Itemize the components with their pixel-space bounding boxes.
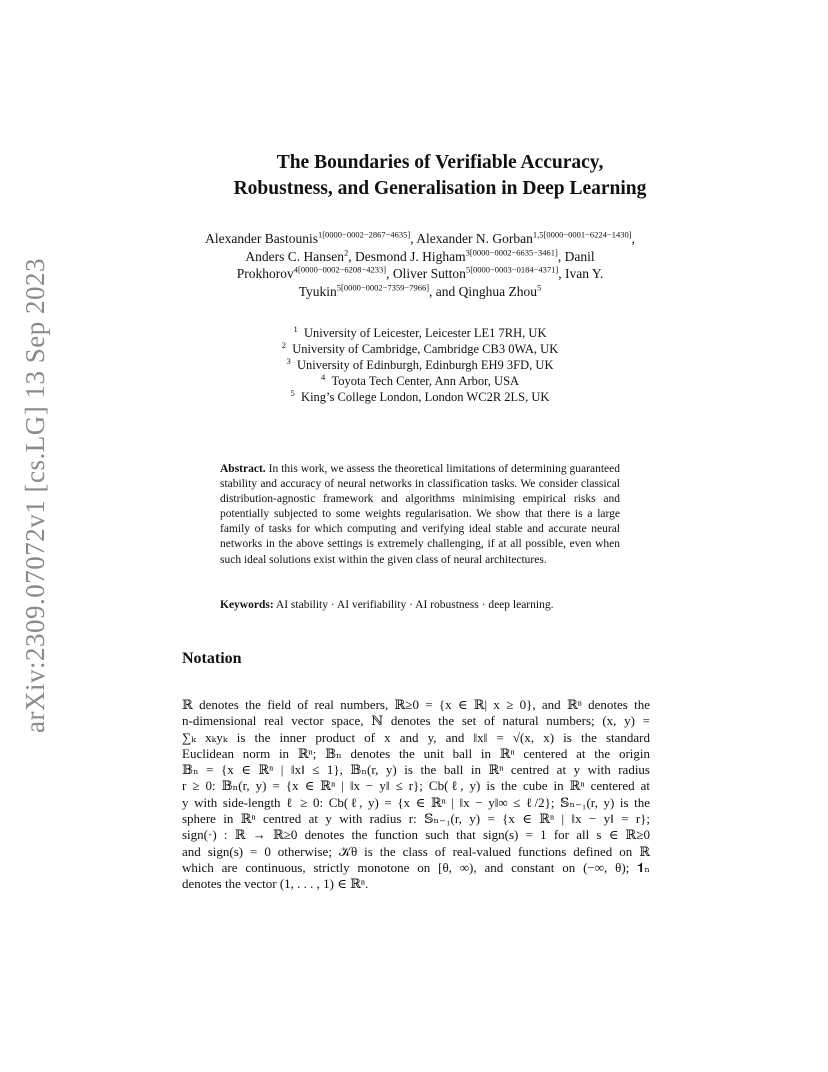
- notation-line: n-dimensional real vector space, ℕ denotes the set of natural numbers; (x, y) =: [182, 713, 650, 729]
- author-name: Alexander Bastounis: [205, 231, 318, 246]
- keywords: [220, 598, 620, 613]
- notation-line: and sign(s) = 0 otherwise; 𝒦θ is the class of real-valued functions defined on ℝ: [182, 843, 650, 859]
- author-separator: ,: [386, 266, 393, 281]
- author-separator: ,: [558, 266, 565, 281]
- author-list: [185, 230, 655, 300]
- affiliation-number: 2: [281, 339, 287, 350]
- author-affiliation-marker: 5[0000−0003−0184−4371]: [465, 264, 559, 275]
- notation-line: sign(·) : ℝ → ℝ≥0 denotes the function such that sign(s) = 1 for all s ∈ ℝ≥0: [182, 827, 650, 843]
- author-affiliation-marker: 5[0000−0002−7359−7966]: [336, 282, 430, 292]
- affiliation-text: University of Cambridge, Cambridge CB3 0WA, UK: [292, 342, 559, 356]
- author-name: Anders C. Hansen: [245, 248, 344, 264]
- author-name: Danil Prokhorov: [236, 248, 595, 281]
- abstract-text: In this work, we assess the theoretical limitations of determining guaranteed stability and accuracy of neural networks in classification tasks. We consider classical distribution-agnostic framework and algorithms minimising empirical risks and potentially subjected to some weights regularisation. We show that there is a large family of tasks for which computing and verifying ideal stable and accurate neural networks in the above settings is extremely challenging, if at all possible, even when such ideal solutions exist within the given class of neural architectures.: [220, 463, 620, 566]
- notation-line: denotes the vector (1, . . . , 1) ∈ ℝⁿ.: [182, 876, 369, 892]
- author-separator: ,: [410, 231, 417, 246]
- notation-line: 𝔹ₙ = {x ∈ ℝⁿ | ‖x‖ ≤ 1}, 𝔹ₙ(r, y) is the ball in ℝⁿ centred at y with radius: [182, 762, 650, 778]
- title-line-2: Robustness, and Generalisation in Deep Learning: [233, 178, 647, 199]
- affiliation-number: 1: [293, 323, 298, 334]
- author-affiliation-marker: 5: [537, 282, 542, 292]
- notation-line: y with side-length ℓ ≥ 0: Cb(ℓ, y) = {x ∈ ℝⁿ | ‖x − y‖∞ ≤ ℓ/2}; 𝕊ₙ₋₁(r, y) is the: [182, 794, 650, 810]
- author-affiliation-marker: 4[0000−0002−6208−4233]: [293, 264, 387, 275]
- notation-line: ∑ₖ xₖyₖ is the inner product of x and y, and ‖x‖ = √(x, x) is the standard: [182, 729, 650, 745]
- author-separator: , and: [429, 283, 459, 299]
- affiliation-list: [185, 325, 655, 405]
- affiliation-text: Toyota Tech Center, Ann Arbor, USA: [331, 374, 520, 388]
- notation-line: r ≥ 0: 𝔹ₙ(r, y) = {x ∈ ℝⁿ | ‖x − y‖ ≤ r}; Cb(ℓ, y) is the cube in ℝⁿ centered at: [182, 778, 650, 794]
- affiliation-number: 3: [286, 355, 291, 366]
- notation-line: which are continuous, strictly monotone on [θ, ∞), and constant on (−∞, θ); 𝟏ₙ: [182, 859, 650, 875]
- arxiv-identifier-stamp: [18, 255, 52, 735]
- keywords-label: Keywords:: [220, 599, 274, 611]
- affiliation-text: University of Leicester, Leicester LE1 7RH, UK: [304, 326, 547, 340]
- author-affiliation-marker: 3[0000−0002−6635−3461]: [465, 247, 558, 257]
- author-name: Oliver Sutton: [392, 266, 466, 281]
- author-affiliation-marker: 1,5[0000−0001−6224−1430]: [532, 229, 632, 240]
- paper-title: [150, 150, 730, 202]
- author-affiliation-marker: 2: [343, 247, 349, 257]
- abstract: [220, 462, 620, 568]
- affiliation-text: University of Edinburgh, Edinburgh EH9 3FD, UK: [297, 358, 554, 372]
- author-name: Ivan Y. Tyukin: [298, 266, 604, 299]
- author-separator: ,: [557, 248, 565, 264]
- affiliation-item: [185, 357, 655, 373]
- affiliation-item: [185, 389, 655, 405]
- section-heading-notation: Notation: [182, 650, 242, 667]
- author-separator: ,: [631, 231, 635, 246]
- affiliation-item: [185, 341, 655, 357]
- author-name: Desmond J. Higham: [354, 248, 466, 264]
- keywords-text: AI stability · AI verifiability · AI robustness · deep learning.: [275, 599, 554, 611]
- affiliation-item: [185, 325, 655, 341]
- author-separator: ,: [348, 248, 355, 264]
- affiliation-text: King’s College London, London WC2R 2LS, UK: [301, 390, 550, 404]
- affiliation-number: 5: [290, 387, 295, 398]
- notation-line: ℝ denotes the field of real numbers, ℝ≥0 = {x ∈ ℝ| x ≥ 0}, and ℝⁿ denotes the: [182, 697, 650, 712]
- notation-line: Euclidean norm in ℝⁿ; 𝔹ₙ denotes the unit ball in ℝⁿ centered at the origin: [182, 745, 650, 761]
- affiliation-item: [185, 373, 655, 389]
- arxiv-identifier-text: arXiv:2309.07072v1 [cs.LG] 13 Sep 2023: [19, 257, 50, 733]
- author-name: Alexander N. Gorban: [416, 231, 533, 246]
- affiliation-number: 4: [320, 371, 326, 382]
- notation-line: sphere in ℝⁿ centred at y with radius r: 𝕊ₙ₋₁(r, y) = {x ∈ ℝⁿ | ‖x − y‖ = r};: [182, 811, 650, 827]
- abstract-label: Abstract.: [220, 463, 266, 475]
- notation-paragraph: [182, 697, 650, 893]
- author-affiliation-marker: 1[0000−0002−2867−4635]: [317, 229, 411, 240]
- title-line-1: The Boundaries of Verifiable Accuracy,: [276, 152, 604, 173]
- author-name: Qinghua Zhou: [458, 283, 538, 299]
